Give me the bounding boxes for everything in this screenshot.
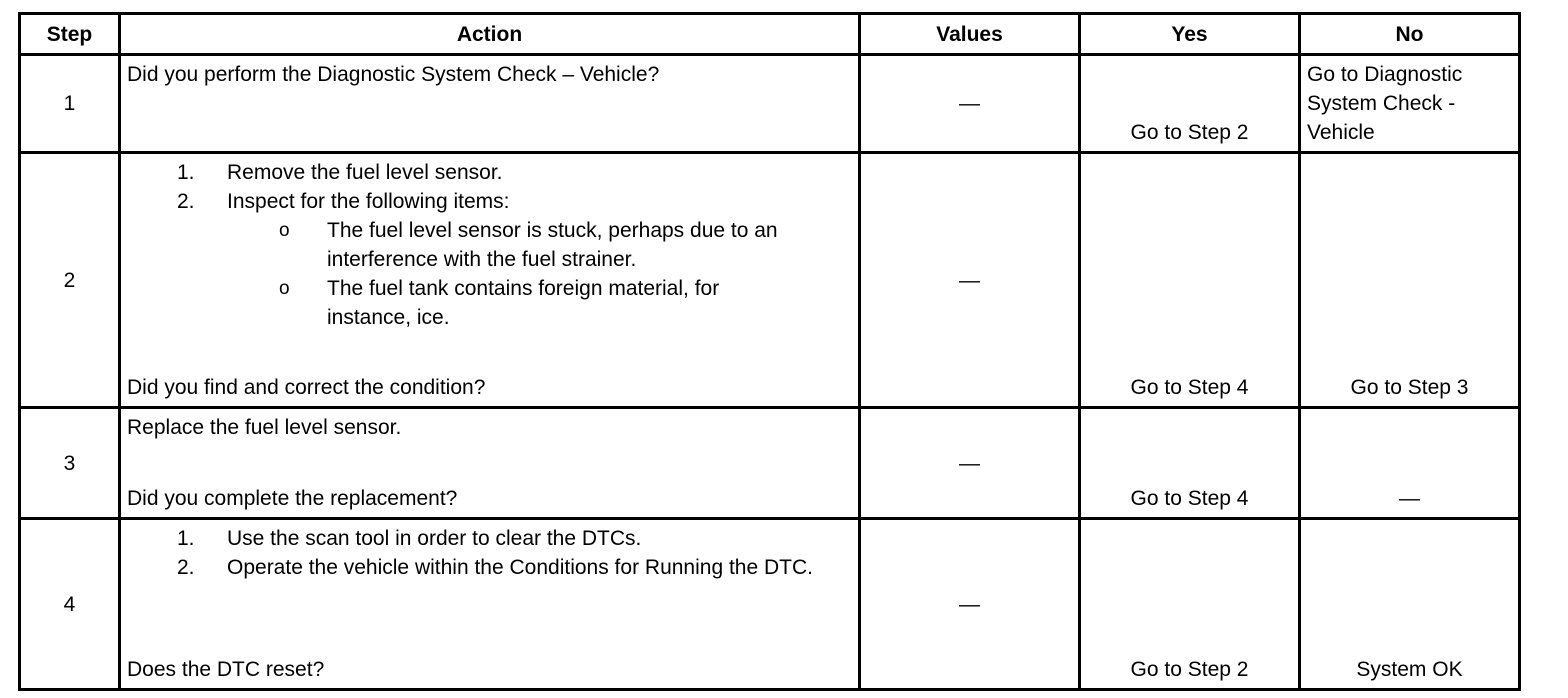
list-number: 1. [177, 527, 195, 550]
header-row [20, 14, 1520, 55]
value-cell: — [860, 55, 1080, 153]
list-item [127, 187, 852, 216]
bullet-icon: o [279, 220, 290, 241]
bullet-text: The fuel level sensor is stuck, perhaps due to an interference with the fuel strainer. [327, 219, 778, 271]
bullet-icon: o [279, 278, 290, 299]
action-cell [120, 55, 860, 153]
action-cell [120, 408, 860, 519]
list-text: Use the scan tool in order to clear the DTCs. [227, 527, 642, 550]
no-cell: — [1300, 408, 1520, 519]
table-row [20, 55, 1520, 153]
numbered-list [127, 524, 852, 582]
list-number: 1. [177, 161, 195, 184]
bullet-list [127, 216, 852, 332]
bullet-item [127, 274, 827, 332]
no-cell: Go to Diagnostic System Check - Vehicle [1300, 55, 1520, 153]
bullet-text: The fuel tank contains foreign material, for instance, ice. [327, 277, 720, 329]
table-row [20, 519, 1520, 690]
diagnostic-table-container [18, 12, 1521, 691]
list-text: Operate the vehicle within the Conditions for Running the DTC. [227, 556, 813, 579]
action-question: Did you perform the Diagnostic System Check – Vehicle? [127, 63, 660, 86]
header-no: No [1300, 14, 1520, 55]
diagnostic-table [18, 12, 1521, 691]
step-number: 2 [20, 153, 120, 408]
action-cell [120, 519, 860, 690]
header-yes: Yes [1080, 14, 1300, 55]
yes-cell: Go to Step 2 [1080, 519, 1300, 690]
value-cell: — [860, 153, 1080, 408]
action-question: Did you complete the replacement? [127, 487, 458, 510]
no-cell: System OK [1300, 519, 1520, 690]
step-number: 4 [20, 519, 120, 690]
list-item [127, 553, 827, 582]
numbered-list [127, 158, 852, 216]
no-cell: Go to Step 3 [1300, 153, 1520, 408]
yes-cell: Go to Step 4 [1080, 408, 1300, 519]
list-text: Inspect for the following items: [227, 190, 510, 213]
step-number: 3 [20, 408, 120, 519]
action-cell [120, 153, 860, 408]
action-question: Did you find and correct the condition? [127, 376, 486, 399]
value-cell: — [860, 519, 1080, 690]
table-row [20, 408, 1520, 519]
header-values: Values [860, 14, 1080, 55]
action-instruction: Replace the fuel level sensor. [127, 416, 402, 439]
list-number: 2. [177, 556, 195, 579]
header-step: Step [20, 14, 120, 55]
yes-cell: Go to Step 2 [1080, 55, 1300, 153]
yes-cell: Go to Step 4 [1080, 153, 1300, 408]
list-item [127, 158, 852, 187]
list-item [127, 524, 852, 553]
action-question: Does the DTC reset? [127, 658, 325, 681]
list-text: Remove the fuel level sensor. [227, 161, 503, 184]
header-action: Action [120, 14, 860, 55]
bullet-item [127, 216, 847, 274]
list-number: 2. [177, 190, 195, 213]
table-row [20, 153, 1520, 408]
step-number: 1 [20, 55, 120, 153]
value-cell: — [860, 408, 1080, 519]
